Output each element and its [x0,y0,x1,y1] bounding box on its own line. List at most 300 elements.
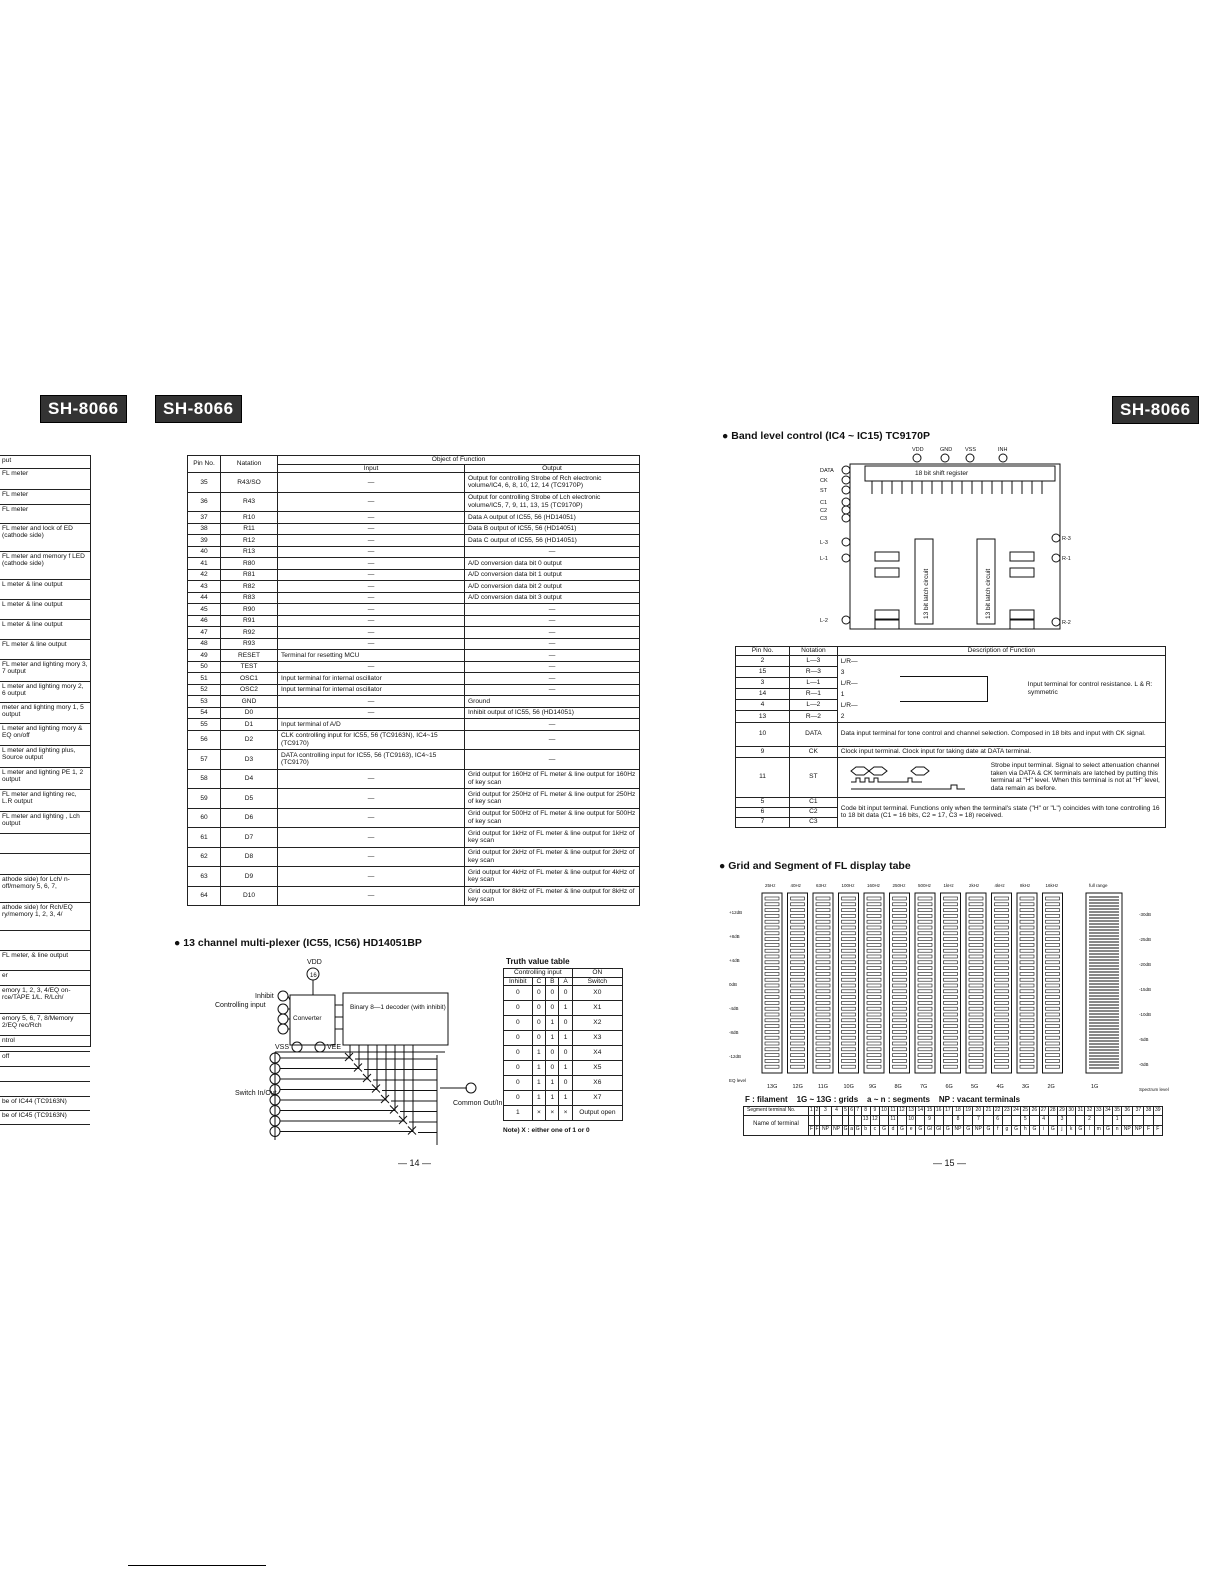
truth-head-on: ON [572,969,622,978]
fl-grid-column [966,893,986,1073]
truth-cell: 0 [546,986,559,1001]
mux-switch-gate [399,1116,407,1124]
fl-eq-level: +4dB [729,958,740,963]
pin-cell-pin: 63 [188,867,221,887]
fl-freq-label: 40Hz [790,883,802,888]
seg-num: 36 [1122,1107,1133,1116]
pin-cell-in: Terminal for resetting MCU [278,650,465,662]
fl-grid-column [762,893,782,1073]
pin-cell-pin: 62 [188,847,221,867]
seg-grid-num [1103,1115,1112,1125]
fl-freq-label: 1kHz [943,883,954,888]
seg-name: k [1067,1125,1076,1135]
truth-cell: 0 [504,1061,533,1076]
pin-cell-not: D3 [221,750,278,770]
pin-cell-not: R80 [221,558,278,570]
pin-cell-out: Grid output for 250Hz of FL meter & line output for 250Hz of key scan [465,789,640,809]
truth-cell: 1 [546,1091,559,1106]
truth-col: A [559,977,572,986]
pin-cell-out: — [465,650,640,662]
desc-pin: 10 [736,722,790,746]
fl-spectrum-level: -30dB [1139,912,1152,917]
fl-spectrum-level: -5dB [1139,1037,1149,1042]
truth-cell: 0 [532,1031,546,1046]
truth-cell: 1 [532,1061,546,1076]
pin-cell-not: RESET [221,650,278,662]
pin-cell-not: D8 [221,847,278,867]
desc-notation: C1 [790,797,838,807]
truth-col: C [532,977,546,986]
band-top-pin: INH [998,447,1008,453]
band-right-pin: R-1 [1062,556,1071,562]
pin-cell-pin: 39 [188,535,221,547]
fl-grid-label: 9G [869,1084,877,1090]
mux-vdd-pin: 16 [310,973,317,979]
pin-cell-pin: 38 [188,523,221,535]
description-table [735,646,1166,828]
seg-name: F [1144,1125,1153,1135]
truth-cell: 0 [546,1001,559,1016]
pin-cell-out: Grid output for 2kHz of FL meter & line output for 2kHz of key scan [465,847,640,867]
left-cut-row: FL meter [0,469,90,490]
mux-vdd-label: VDD [307,959,322,966]
pin-cell-not: R12 [221,535,278,547]
left-cut-row: L meter and lighting mory 2, 6 output [0,682,90,703]
pin-cell-in: — [278,535,465,547]
left-cut-row: FL meter [0,505,90,524]
pin-cell-in: — [278,847,465,867]
desc-row [736,722,1166,746]
seg-name: Gl [925,1125,934,1135]
desc-notation: R—3 [790,666,838,677]
seg-num: 31 [1077,1107,1084,1113]
latch-right-label: 13 bit latch circuit [985,568,992,619]
legend-segments: a ~ n : segments [867,1095,930,1104]
truth-row [504,1001,623,1016]
left-cut-row: be of IC45 (TC9163N) [0,1111,90,1125]
fl-eq-level: +8dB [729,934,740,939]
left-cut-row [0,1082,90,1097]
pin-cell-in: — [278,828,465,848]
pin-cell-in: — [278,867,465,887]
left-cut-row: FL meter and lighting rec, L.R output [0,790,90,812]
legend-vacant: NP : vacant terminals [938,1095,1021,1104]
pin-row [188,808,640,828]
pin-cell-in: — [278,886,465,906]
fl-freq-label: 2kHz [969,883,980,888]
fl-grid-label: 8G [894,1084,902,1090]
truth-row [504,1076,623,1091]
seg-name: G [984,1125,993,1135]
left-cut-table [0,455,91,1119]
truth-cell: 0 [504,1031,533,1046]
seg-grid-num [820,1115,831,1125]
pin-row [188,684,640,696]
left-cut-row: L meter and lighting PE 1, 2 output [0,768,90,790]
pin-cell-not: R91 [221,615,278,627]
left-cut-row: emory 1, 2, 3, 4/EQ on- rce/TAPE 1/L. R/Lch/ [0,986,90,1014]
seg-grid-num [984,1115,993,1125]
pin-cell-in: — [278,661,465,673]
truth-cell: 0 [504,1076,533,1091]
pin-row [188,789,640,809]
truth-cell: X3 [572,1031,622,1046]
truth-cell: 1 [546,1076,559,1091]
seg-name: G [1011,1125,1020,1135]
seg-grid-num [943,1115,952,1125]
seg-num: 17 [945,1107,951,1113]
pin-cell-out: — [465,719,640,731]
desc-pin: 4 [736,700,790,711]
fl-spectrum-level: -0dB [1139,1062,1149,1067]
pin-row [188,615,640,627]
pin-cell-in: — [278,558,465,570]
seg-name: G [964,1125,973,1135]
seg-num: 9 [870,1107,879,1116]
pin-row [188,604,640,616]
pin-cell-pin: 37 [188,512,221,524]
pin-cell-pin: 40 [188,546,221,558]
truth-cell: X0 [572,986,622,1001]
pin-cell-pin: 49 [188,650,221,662]
pin-cell-in: — [278,707,465,719]
seg-name: n [1113,1125,1122,1135]
truth-head-controlling: Controlling input [504,969,573,978]
desc-notation: L—1 [790,677,838,688]
fl-grid-label: 1G [1091,1084,1099,1090]
analog-switch [875,620,899,629]
fl-grid-label: 2G [1047,1084,1055,1090]
fl-grid-label: 6G [945,1084,953,1090]
mux-vee-label: VEE [327,1044,342,1051]
seg-num: 23 [1004,1107,1010,1113]
seg-header: Segment terminal No. [744,1107,809,1116]
seg-name: NP [1133,1125,1144,1135]
seg-grid-num [897,1115,906,1125]
truth-cell: X7 [572,1091,622,1106]
pin-row [188,696,640,708]
desc-notation: CK [790,746,838,757]
seg-grid-num [1153,1115,1162,1125]
desc-notation: ST [790,757,838,797]
analog-switch [1010,568,1034,577]
fl-grid-column [915,893,935,1073]
left-cut-row: FL meter and lighting , Lch output [0,812,90,834]
pin-cell-out: — [465,615,640,627]
pin-cell-in: — [278,808,465,828]
latch-left-label: 13 bit latch circuit [923,568,930,619]
pin-cell-out: — [465,673,640,685]
truth-cell: X4 [572,1046,622,1061]
seg-num: 8 [861,1107,870,1116]
lr-label: L/R—3 [840,657,858,676]
pin-cell-not: D9 [221,867,278,887]
fl-freq-label: 63Hz [816,883,827,888]
desc-pin: 3 [736,677,790,688]
truth-cell: 0 [504,1046,533,1061]
left-cut-row: FL meter, & line output [0,951,90,971]
pin-cell-out: Data A output of IC55, 56 (HD14051) [465,512,640,524]
seg-name: G [897,1125,906,1135]
seg-name: b [861,1125,870,1135]
pin-cell-in: — [278,615,465,627]
pin-cell-not: TEST [221,661,278,673]
fl-spectrum-level: -10dB [1139,1012,1152,1017]
seg-grid-num [964,1115,973,1125]
seg-name: F [814,1125,820,1135]
desc-col-pin: Pin No. [736,647,790,656]
truth-row [504,1016,623,1031]
left-cut-row: L meter & line output [0,620,90,640]
truth-cell: X1 [572,1001,622,1016]
truth-cell: 1 [559,1031,572,1046]
footer-line [128,1565,266,1566]
pin-cell-not: R43/SO [221,473,278,493]
seg-num: 35 [1114,1107,1120,1113]
pin-row [188,512,640,524]
st-desc: Strobe input terminal. Signal to select attenuation channel taken via DATA & CK terminals are latched by putting this terminal at "H" level. When this terminal is not at "H" level, data remain as before. [990,762,1160,792]
seg-name: i [1039,1125,1048,1135]
truth-cell: 1 [532,1091,546,1106]
pin-cell-in: — [278,789,465,809]
seg-num: 13 [908,1107,914,1113]
seg-name: e [907,1125,916,1135]
model-header-left: SH-8066 [40,395,127,423]
pin-cell-not: OSC2 [221,684,278,696]
seg-num: 30 [1068,1107,1074,1113]
seg-name: G [879,1125,888,1135]
desc-pin: 5 [736,797,790,807]
pin-cell-in: Input terminal for internal oscillator [278,673,465,685]
band-left-pin: L-3 [820,540,828,546]
seg-name: m [1094,1125,1103,1135]
pin-cell-in: — [278,523,465,535]
seg-num: 7 [854,1107,861,1116]
desc-pin: 11 [736,757,790,797]
truth-table [503,968,623,1121]
seg-name: G [1076,1125,1085,1135]
pin-cell-pin: 41 [188,558,221,570]
seg-num: 3 [820,1107,831,1116]
left-cut-row: er [0,971,90,986]
mux-vss-label: VSS [275,1044,290,1051]
desc-pin: 6 [736,807,790,817]
desc-notation: R—2 [790,711,838,722]
fl-eq-level: EQ level [729,1078,747,1083]
seg-grid-num: 12 [870,1115,879,1125]
fl-spectrum-level: -15dB [1139,987,1152,992]
name-header: Name of terminal [744,1115,809,1135]
pin-cell-in: — [278,604,465,616]
desc-notation: R—1 [790,688,838,699]
truth-cell: × [546,1106,559,1121]
seg-name: G [916,1125,925,1135]
pin-cell-out: Grid output for 500Hz of FL meter & line output for 500Hz of key scan [465,808,640,828]
truth-cell: X2 [572,1016,622,1031]
seg-num: 16 [935,1107,942,1113]
seg-name: Gl [934,1125,943,1135]
pin-row [188,867,640,887]
truth-col: Switch [572,977,622,986]
seg-num: 4 [831,1107,842,1116]
mux-switch-label: Switch In/Out [235,1090,277,1097]
fl-grid-label: 13G [767,1084,778,1090]
seg-num: 2 [815,1107,819,1113]
seg-num: 26 [1031,1107,1038,1113]
pin-cell-pin: 42 [188,569,221,581]
seg-grid-num [1094,1115,1103,1125]
truth-cell: × [559,1106,572,1121]
pin-cell-pin: 52 [188,684,221,696]
mux-switch-gate [408,1127,416,1135]
pin-cell-not: R13 [221,546,278,558]
pin-cell-in: — [278,627,465,639]
analog-switch [1010,620,1034,629]
left-cut-row: be of IC44 (TC9163N) [0,1097,90,1111]
page-number-15: — 15 — [933,1158,967,1168]
pin-row [188,750,640,770]
pin-cell-in: Input terminal of A/D [278,719,465,731]
desc-pin: 14 [736,688,790,699]
fl-grid-label: 7G [920,1084,928,1090]
fl-grid-label: 3G [1022,1084,1030,1090]
model-header-right: SH-8066 [1112,396,1199,424]
lr-label: L/R—2 [840,701,858,720]
seg-num: 27 [1040,1107,1047,1113]
pin-cell-not: D1 [221,719,278,731]
seg-num: 14 [917,1107,924,1113]
analog-switch [1010,552,1034,561]
desc-text: Clock input terminal. Clock input for taking date at DATA terminal. [837,746,1165,757]
left-cut-row: L meter & line output [0,580,90,600]
pin-row [188,535,640,547]
mux-inhibit-label: Inhibit [255,993,274,1000]
left-cut-row: off [0,1052,90,1067]
seg-num: 12 [899,1107,905,1113]
pin-row [188,638,640,650]
seg-grid-num: 10 [907,1115,916,1125]
truth-row [504,1061,623,1076]
seg-num: 34 [1105,1107,1111,1113]
desc-notation: C2 [790,807,838,817]
pin-row [188,558,640,570]
seg-name: NP [1122,1125,1133,1135]
seg-num: 24 [1013,1107,1019,1113]
desc-row [736,655,1166,666]
pin-row [188,886,640,906]
st-timing-diagram [841,762,971,792]
truth-row [504,986,623,1001]
pin-cell-not: D10 [221,886,278,906]
pin-cell-not: D7 [221,828,278,848]
desc-pin: 2 [736,655,790,666]
pin-row [188,546,640,558]
analog-switch [1010,610,1034,619]
truth-row [504,1106,623,1121]
truth-cell: 0 [546,1046,559,1061]
mux-switch-gate [390,1106,398,1114]
left-cut-row [0,1067,90,1082]
pin-cell-pin: 35 [188,473,221,493]
truth-cell: 1 [559,1091,572,1106]
seg-num: 33 [1095,1107,1102,1113]
truth-cell: 0 [504,986,533,1001]
desc-text [837,757,1165,797]
seg-num: 5 [842,1107,849,1116]
truth-cell: 0 [559,1016,572,1031]
seg-grid-num [1002,1115,1011,1125]
truth-cell: × [532,1106,546,1121]
pin-cell-in: — [278,696,465,708]
seg-num: 32 [1086,1107,1093,1113]
mux-decoder-label: Binary 8—1 decoder (with inhibit) [350,1004,446,1011]
left-cut-row: athode side) for Rch/EQ ry/memory 1, 2, 3, 4/ [0,903,90,931]
pin-cell-out: Data C output of IC55, 56 (HD14051) [465,535,640,547]
page-number-14: — 14 — [398,1158,432,1168]
seg-grid-num [1048,1115,1057,1125]
pin-cell-pin: 47 [188,627,221,639]
pin-cell-out: — [465,684,640,696]
pin-cell-out: — [465,638,640,650]
band-left-pin: L-2 [820,618,828,624]
band-left-pin: L-1 [820,556,828,562]
mux-common-label: Common Out/In [453,1100,503,1107]
left-cut-row: FL meter & line output [0,640,90,660]
pin-cell-pin: 51 [188,673,221,685]
pin-cell-pin: 50 [188,661,221,673]
truth-cell: 1 [532,1076,546,1091]
seg-grid-num: 3 [1057,1115,1066,1125]
pin-cell-pin: 57 [188,750,221,770]
fl-spectrum-level: -20dB [1139,962,1152,967]
pin-cell-not: R83 [221,592,278,604]
fl-freq-label: full range [1089,883,1108,888]
pin-cell-not: R82 [221,581,278,593]
pin-row [188,492,640,512]
seg-grid-num [1076,1115,1085,1125]
seg-name: G [943,1125,952,1135]
pin-cell-pin: 61 [188,828,221,848]
desc-code-bit: Code bit input terminal. Functions only when the terminal's state ("H" or "L") coincides with tone controlling 16 to 18 bit data (C1 = 16 bits, C2 = 17, C3 = 18) received. [837,797,1165,827]
fl-grid-column [941,893,961,1073]
fl-freq-label: 25Hz [765,883,776,888]
seg-name: NP [831,1125,842,1135]
seg-num: 10 [881,1107,887,1113]
fl-grid-label: 4G [996,1084,1004,1090]
fl-grid-label: 5G [971,1084,979,1090]
pin-cell-out: — [465,661,640,673]
seg-grid-num [916,1115,925,1125]
band-right-pin: R-2 [1062,620,1071,626]
seg-num: 15 [926,1107,933,1113]
seg-grid-num [1067,1115,1076,1125]
mux-diagram [205,955,503,1155]
fl-freq-label: 160Hz [867,883,881,888]
pin-cell-out: Grid output for 4kHz of FL meter & line output for 4kHz of key scan [465,867,640,887]
seg-num: 39 [1155,1107,1161,1113]
resistance-desc: Input terminal for control resistance. L & R: symmetric [1027,681,1153,696]
seg-num: 19 [965,1107,971,1113]
pin-cell-in: — [278,492,465,512]
desc-notation: DATA [790,722,838,746]
truth-cell: 0 [532,1001,546,1016]
seg-grid-num [842,1115,849,1125]
desc-notation: L—2 [790,700,838,711]
pin-cell-pin: 48 [188,638,221,650]
truth-cell: 0 [546,1061,559,1076]
fl-grid-label: 10G [843,1084,854,1090]
truth-cell: 0 [532,986,546,1001]
